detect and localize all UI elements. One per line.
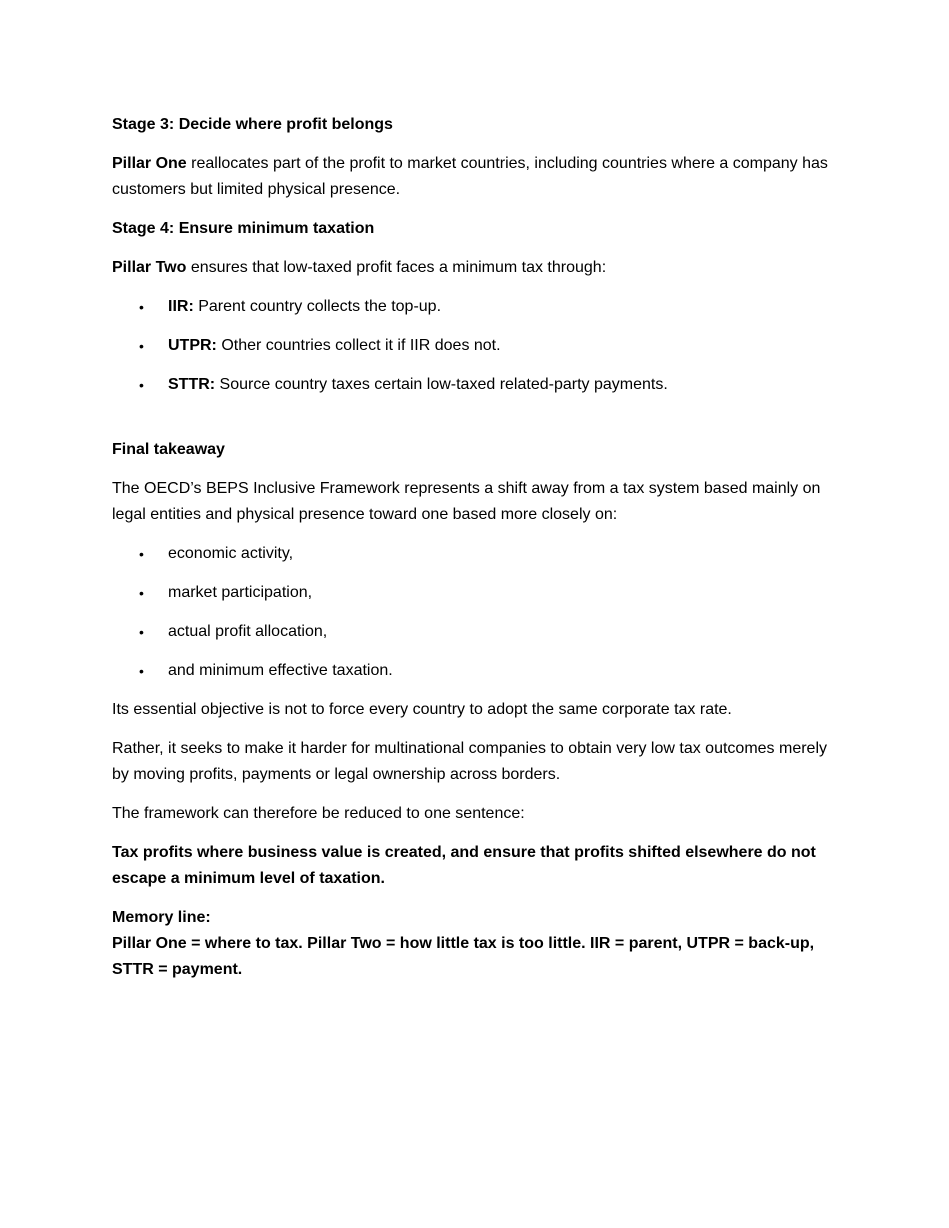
list-item — [112, 294, 834, 320]
list-item-text: and minimum effective taxation. — [168, 662, 393, 679]
stage4-heading: Stage 4: Ensure minimum taxation — [112, 220, 375, 237]
list-item-term: IIR: — [168, 298, 194, 315]
rather-paragraph: Rather, it seeks to make it harder for multinational companies to obtain very low tax outcomes merely by moving profits, payments or legal ownership across borders. — [112, 740, 827, 783]
list-item — [112, 619, 834, 645]
summary-sentence: Tax profits where business value is created, and ensure that profits shifted elsewhere do not escape a minimum level of taxation. — [112, 844, 816, 887]
takeaway-heading: Final takeaway — [112, 441, 225, 458]
memory-text: Pillar One = where to tax. Pillar Two = how little tax is too little. IIR = parent, UTPR = back-up, STTR = payment. — [112, 935, 815, 978]
section-spacer — [112, 411, 834, 437]
list-item — [112, 333, 834, 359]
memory-label: Memory line: — [112, 909, 211, 926]
objective-paragraph: Its essential objective is not to force every country to adopt the same corporate tax rate. — [112, 701, 732, 718]
bullet-icon: • — [139, 299, 144, 315]
document-page — [112, 112, 834, 983]
stage3-heading: Stage 3: Decide where profit belongs — [112, 116, 393, 133]
list-item-term: STTR: — [168, 376, 216, 393]
takeaway-list — [112, 541, 834, 684]
list-item — [112, 372, 834, 398]
bullet-icon: • — [139, 546, 144, 562]
stage3-lead: Pillar One — [112, 155, 187, 172]
bullet-icon: • — [139, 338, 144, 354]
takeaway-intro: The OECD’s BEPS Inclusive Framework represents a shift away from a tax system based mainly on legal entities and physical presence toward one based more closely on: — [112, 480, 821, 523]
list-item-text: economic activity, — [168, 545, 294, 562]
list-item — [112, 580, 834, 606]
stage4-text: ensures that low-taxed profit faces a minimum tax through: — [186, 259, 607, 276]
bullet-icon: • — [139, 624, 144, 640]
memory-line — [112, 905, 834, 983]
list-item-term: UTPR: — [168, 337, 217, 354]
list-item-desc: Source country taxes certain low-taxed related-party payments. — [215, 376, 668, 393]
bullet-icon: • — [139, 585, 144, 601]
stage4-paragraph — [112, 255, 834, 281]
bullet-icon: • — [139, 663, 144, 679]
list-item-desc: Parent country collects the top-up. — [193, 298, 442, 315]
stage4-lead: Pillar Two — [112, 259, 187, 276]
list-item-desc: Other countries collect it if IIR does not. — [216, 337, 501, 354]
list-item-text: actual profit allocation, — [168, 623, 328, 640]
list-item — [112, 658, 834, 684]
bullet-icon: • — [139, 377, 144, 393]
stage4-list — [112, 294, 834, 398]
stage3-paragraph — [112, 151, 834, 203]
list-item — [112, 541, 834, 567]
list-item-text: market participation, — [168, 584, 313, 601]
one-sentence-paragraph: The framework can therefore be reduced to one sentence: — [112, 805, 525, 822]
stage3-text: reallocates part of the profit to market countries, including countries where a company has customers but limited physical presence. — [112, 155, 828, 198]
